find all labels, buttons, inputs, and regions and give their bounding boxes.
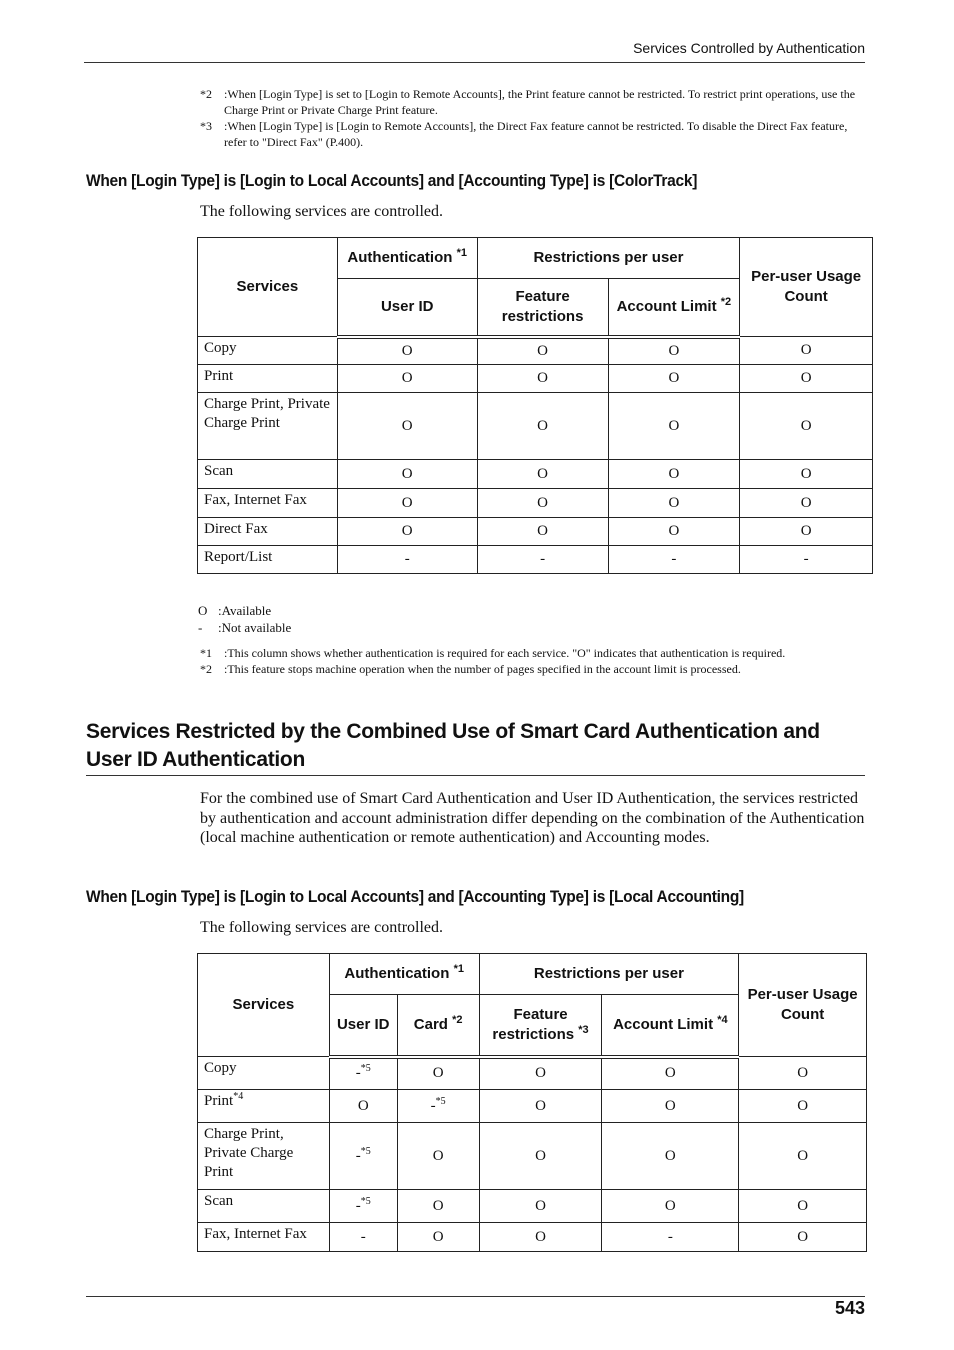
column-header-card: Card $^{*2}$ [397, 995, 479, 1057]
cell-user-id: O [329, 1090, 397, 1123]
cell-usage: O [739, 1123, 867, 1190]
cell-feature: O [479, 1223, 602, 1252]
section-heading-colortrack: When [Login Type] is [Login to Local Accounts] and [Accounting Type] is [ColorTrack] [86, 172, 698, 190]
table-legend [198, 602, 291, 636]
cell-usage: O [739, 1090, 867, 1123]
column-header-user-id: User ID [337, 279, 477, 337]
column-header-account-limit: Account Limit $^{*4}$ [602, 995, 739, 1057]
table-footnotes [200, 645, 865, 677]
footer-divider [86, 1296, 865, 1297]
cell-card: O [397, 1223, 479, 1252]
footnote [200, 118, 865, 150]
service-name: Charge Print, Private Charge Print [198, 393, 338, 460]
cell-feature: O [479, 1090, 602, 1123]
intro-text: The following services are controlled. [200, 203, 444, 220]
footnote-mark: *3 [200, 119, 212, 133]
table-row [198, 546, 873, 574]
table-row [198, 365, 873, 393]
footnote-text: :When [Login Type] is set to [Login to Remote Accounts], the Print feature cannot be restricted. To restrict print operations, use the Charge Print or Private Charge Print feature. [224, 87, 856, 117]
cell-feature: O [477, 365, 608, 393]
column-header-usage-count: Per-user Usage Count [740, 238, 873, 337]
footnote-mark: *2 [200, 87, 212, 101]
cell-user-id: O [337, 489, 477, 518]
service-name: Fax, Internet Fax [198, 1223, 330, 1252]
cell-usage: O [740, 393, 873, 460]
cell-feature: O [477, 337, 608, 365]
table-row [198, 518, 873, 546]
service-name: Print$^{*4}$ [198, 1090, 330, 1123]
cell-user-id: O [337, 460, 477, 489]
footnote [200, 86, 865, 118]
cell-feature: O [477, 460, 608, 489]
cell-feature: - [477, 546, 608, 574]
service-name: Print [198, 365, 338, 393]
cell-usage: O [740, 518, 873, 546]
column-header-authentication: Authentication $^{*1}$ [337, 238, 477, 279]
legend-symbol: - [198, 620, 203, 635]
cell-limit: O [602, 1190, 739, 1223]
cell-limit: O [608, 518, 740, 546]
section-heading-local-accounting: When [Login Type] is [Login to Local Accounts] and [Accounting Type] is [Local Accounting] [86, 888, 744, 906]
column-header-account-limit: Account Limit $^{*2}$ [608, 279, 740, 337]
table-row [198, 1090, 867, 1123]
cell-user-id: O [337, 365, 477, 393]
footnote-text: :When [Login Type] is [Login to Remote Accounts], the Direct Fax feature cannot be restricted. To disable the Direct Fax feature, refer to "Direct Fax" (P.400). [224, 119, 848, 149]
table-row [198, 393, 873, 460]
cell-limit: - [608, 546, 740, 574]
service-name: Direct Fax [198, 518, 338, 546]
column-header-restrictions: Restrictions per user [477, 238, 740, 279]
cell-feature: O [479, 1123, 602, 1190]
service-name: Report/List [198, 546, 338, 574]
section-divider [86, 775, 865, 776]
services-table-colortrack [197, 237, 873, 574]
service-name: Fax, Internet Fax [198, 489, 338, 518]
table-row [198, 1223, 867, 1252]
cell-user-id: O [337, 337, 477, 365]
table-row [198, 460, 873, 489]
column-header-feature-restrictions: Feature restrictions [477, 279, 608, 337]
legend-symbol: O [198, 603, 208, 618]
cell-feature: O [479, 1057, 602, 1090]
table-row [198, 489, 873, 518]
table-row [198, 337, 873, 365]
cell-limit: O [608, 489, 740, 518]
column-header-user-id: User ID [329, 995, 397, 1057]
legend-text: :Available [218, 603, 272, 618]
cell-feature: O [477, 489, 608, 518]
footnote-mark: *2 [200, 662, 212, 676]
cell-limit: O [602, 1123, 739, 1190]
running-header: Services Controlled by Authentication [633, 40, 865, 56]
cell-user-id: -$^{*5}$ [329, 1190, 397, 1223]
cell-limit: O [602, 1057, 739, 1090]
column-header-restrictions: Restrictions per user [479, 954, 739, 995]
service-name: Scan [198, 1190, 330, 1223]
footnote [200, 661, 865, 677]
cell-user-id: -$^{*5}$ [329, 1123, 397, 1190]
cell-limit: O [602, 1090, 739, 1123]
column-header-authentication: Authentication $^{*1}$ [329, 954, 479, 995]
cell-card: -$^{*5}$ [397, 1090, 479, 1123]
cell-user-id: O [337, 393, 477, 460]
cell-user-id: O [337, 518, 477, 546]
cell-usage: O [739, 1190, 867, 1223]
cell-feature: O [477, 518, 608, 546]
service-name: Scan [198, 460, 338, 489]
cell-limit: O [608, 365, 740, 393]
cell-user-id: -$^{*5}$ [329, 1057, 397, 1090]
cell-usage: O [740, 337, 873, 365]
footnote-text: :This column shows whether authentication is required for each service. "O" indicates that authentication is required. [224, 646, 786, 660]
services-table-local-accounting [197, 953, 867, 1252]
page-number: 543 [834, 1298, 865, 1318]
cell-usage: O [740, 365, 873, 393]
cell-usage: O [740, 460, 873, 489]
service-name: Charge Print, Private Charge Print [198, 1123, 330, 1190]
cell-usage: O [739, 1057, 867, 1090]
footnote-text: :This feature stops machine operation when the number of pages specified in the account limit is processed. [224, 662, 741, 676]
cell-limit: O [608, 460, 740, 489]
cell-limit: O [608, 337, 740, 365]
column-header-services: Services [198, 238, 338, 337]
cell-usage: O [740, 489, 873, 518]
cell-limit: - [602, 1223, 739, 1252]
cell-card: O [397, 1190, 479, 1223]
cell-card: O [397, 1057, 479, 1090]
column-header-feature-restrictions: Feature restrictions $^{*3}$ [479, 995, 602, 1057]
top-footnotes [200, 86, 865, 150]
cell-limit: O [608, 393, 740, 460]
cell-usage: - [740, 546, 873, 574]
intro-text: The following services are controlled. [200, 919, 444, 936]
footnote-mark: *1 [200, 646, 212, 660]
service-name: Copy [198, 337, 338, 365]
column-header-services: Services [198, 954, 330, 1057]
section-heading-smart-card: Services Restricted by the Combined Use of Smart Card Authentication and User ID Authentication [86, 720, 820, 771]
cell-feature: O [477, 393, 608, 460]
section-paragraph: For the combined use of Smart Card Authentication and User ID Authentication, the services restricted by authentication and account administration differ depending on the combination of the Authentication (local machine authentication or remote authentication) and Accounting modes. [200, 790, 865, 846]
cell-user-id: - [337, 546, 477, 574]
table-row [198, 1190, 867, 1223]
header-divider [84, 62, 865, 63]
cell-feature: O [479, 1190, 602, 1223]
footnote [200, 645, 865, 661]
legend-text: :Not available [218, 620, 292, 635]
table-row [198, 1057, 867, 1090]
column-header-usage-count: Per-user Usage Count [739, 954, 867, 1057]
cell-card: O [397, 1123, 479, 1190]
service-name: Copy [198, 1057, 330, 1090]
cell-usage: O [739, 1223, 867, 1252]
cell-user-id: - [329, 1223, 397, 1252]
table-row [198, 1123, 867, 1190]
